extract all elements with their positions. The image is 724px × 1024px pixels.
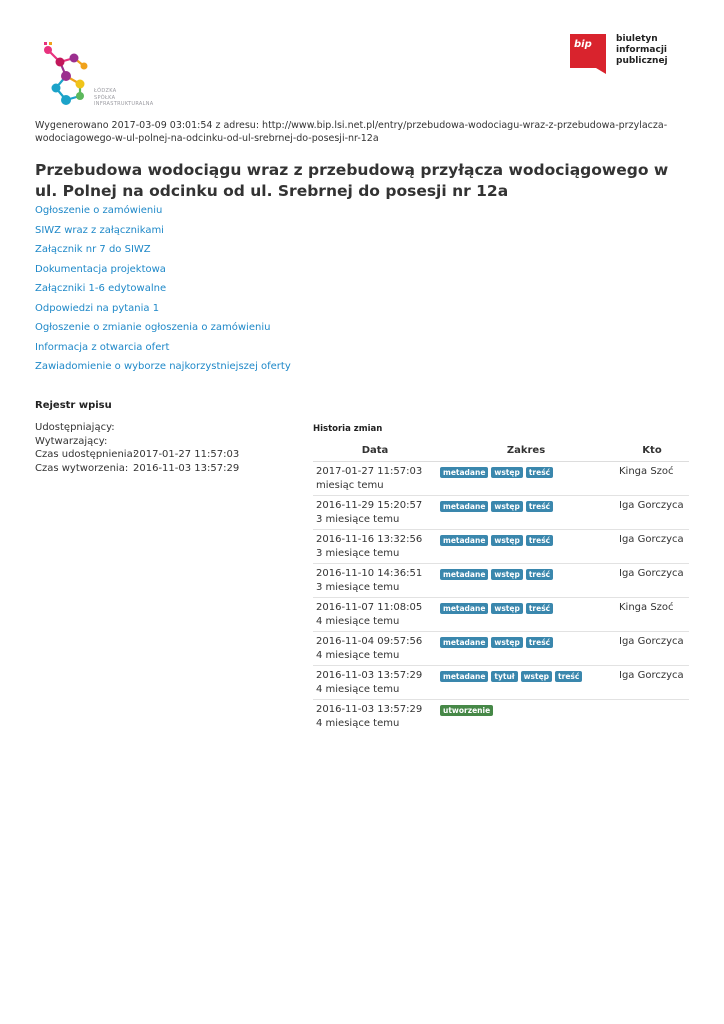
scope-badge: metadane xyxy=(440,501,488,512)
scope-badge: metadane xyxy=(440,569,488,580)
registry-label: Udostępniający: xyxy=(35,422,115,433)
scope-badge: treść xyxy=(555,671,582,682)
lsi-logo-mark-icon xyxy=(40,40,94,112)
history-ago: 3 miesiące temu xyxy=(316,547,400,559)
registry-label: Czas udostępnienia: xyxy=(35,449,137,460)
history-date: 2016-11-03 13:57:29 xyxy=(316,670,423,681)
scope-badge: treść xyxy=(526,637,553,648)
table-row xyxy=(313,496,689,530)
scope-badge: treść xyxy=(526,501,553,512)
registry-row xyxy=(35,421,239,435)
link-dokumentacja[interactable]: Dokumentacja projektowa xyxy=(35,263,166,275)
history-date-cell xyxy=(313,462,437,496)
history-date-cell xyxy=(313,632,437,666)
history-date: 2016-11-07 11:08:05 xyxy=(316,602,423,613)
history-ago: 4 miesiące temu xyxy=(316,683,400,695)
list-item xyxy=(35,260,291,280)
scope-badge: wstęp xyxy=(491,637,522,648)
scope-badge: wstęp xyxy=(491,603,522,614)
history-date-cell xyxy=(313,530,437,564)
scope-badge: wstęp xyxy=(491,501,522,512)
registry-row xyxy=(35,462,239,476)
generated-info: Wygenerowano 2017-03-09 03:01:54 z adresu: http://www.bip.lsi.net.pl/entry/przebudowa-wodociagu-wraz-z-przebudowa-przylacza-wodociagowego-w-ul-polnej-na-odcinku-od-ul-srebrnej-do-posesji-nr-12a xyxy=(35,120,668,144)
history-date: 2017-01-27 11:57:03 xyxy=(316,466,423,477)
lsi-logo xyxy=(40,40,170,112)
scope-badge: metadane xyxy=(440,535,488,546)
column-header-date: Data xyxy=(313,440,437,462)
registry-heading: Rejestr wpisu xyxy=(35,400,112,411)
scope-badge: wstęp xyxy=(491,467,522,478)
history-date: 2016-11-10 14:36:51 xyxy=(316,568,423,579)
history-who: Iga Gorczyca xyxy=(615,632,689,666)
bip-word: bip xyxy=(574,39,592,50)
list-item xyxy=(35,279,291,299)
scope-badge: treść xyxy=(526,603,553,614)
history-scope-cell xyxy=(437,462,615,496)
list-item xyxy=(35,201,291,221)
scope-badge: metadane xyxy=(440,671,488,682)
scope-badge: wstęp xyxy=(491,569,522,580)
history-heading: Historia zmian xyxy=(313,424,383,434)
history-scope-cell xyxy=(437,632,615,666)
list-item xyxy=(35,299,291,319)
link-otwarcie-ofert[interactable]: Informacja z otwarcia ofert xyxy=(35,341,170,353)
registry xyxy=(35,421,239,475)
list-item xyxy=(35,357,291,377)
registry-row xyxy=(35,435,239,449)
history-body xyxy=(313,462,689,734)
link-zalaczniki-1-6[interactable]: Załączniki 1-6 edytowalne xyxy=(35,283,167,294)
link-ogloszenie[interactable]: Ogłoszenie o zamówieniu xyxy=(35,205,163,216)
scope-badge: utworzenie xyxy=(440,705,493,716)
list-item xyxy=(35,338,291,358)
registry-value: 2017-01-27 11:57:03 xyxy=(133,449,240,460)
history-who xyxy=(615,700,689,734)
scope-badge: wstęp xyxy=(491,535,522,546)
history-scope-cell xyxy=(437,700,615,734)
page-title: Przebudowa wodociągu wraz z przebudową przyłącza wodociągowego w ul. Polnej na odcinku od ul. Srebrnej do posesji nr 12a xyxy=(35,161,669,200)
history-date-cell xyxy=(313,666,437,700)
link-zmiana-ogloszenia[interactable]: Ogłoszenie o zmianie ogłoszenia o zamówieniu xyxy=(35,322,271,333)
scope-badge: treść xyxy=(526,535,553,546)
history-ago: 3 miesiące temu xyxy=(316,581,400,593)
column-header-who: Kto xyxy=(615,440,689,462)
registry-label: Czas wytworzenia: xyxy=(35,462,129,474)
scope-badge: tytuł xyxy=(491,671,517,682)
list-item xyxy=(35,240,291,260)
bip-logo xyxy=(570,34,695,78)
history-date: 2016-11-03 13:57:29 xyxy=(316,704,423,715)
history-ago: 3 miesiące temu xyxy=(316,513,400,525)
scope-badge: metadane xyxy=(440,637,488,648)
table-row xyxy=(313,632,689,666)
history-date-cell xyxy=(313,598,437,632)
table-row xyxy=(313,564,689,598)
history-date: 2016-11-29 15:20:57 xyxy=(316,500,423,511)
history-date: 2016-11-04 09:57:56 xyxy=(316,636,423,647)
history-ago: 4 miesiące temu xyxy=(316,615,400,627)
history-date-cell xyxy=(313,564,437,598)
history-scope-cell xyxy=(437,564,615,598)
bip-caption: biuletyn informacji publicznej xyxy=(616,34,668,66)
registry-row xyxy=(35,448,239,462)
link-odpowiedzi[interactable]: Odpowiedzi na pytania 1 xyxy=(35,302,160,314)
list-item xyxy=(35,318,291,338)
history-date-cell xyxy=(313,496,437,530)
history-date: 2016-11-16 13:32:56 xyxy=(316,534,423,545)
lsi-logo-text: ŁÓDZKA SPÓŁKA INFRASTRUKTURALNA xyxy=(94,88,154,107)
table-row xyxy=(313,530,689,564)
history-header-row xyxy=(313,440,689,462)
history-who: Iga Gorczyca xyxy=(615,496,689,530)
column-header-scope: Zakres xyxy=(437,440,615,462)
registry-value: 2016-11-03 13:57:29 xyxy=(133,462,240,474)
scope-badge: metadane xyxy=(440,603,488,614)
scope-badge: treść xyxy=(526,569,553,580)
link-siwz[interactable]: SIWZ wraz z załącznikami xyxy=(35,224,164,236)
history-who: Iga Gorczyca xyxy=(615,666,689,700)
registry-label: Wytwarzający: xyxy=(35,435,108,447)
history-scope-cell xyxy=(437,598,615,632)
history-who: Kinga Szoć xyxy=(615,462,689,496)
table-row xyxy=(313,598,689,632)
history-table xyxy=(313,440,689,733)
history-ago: 4 miesiące temu xyxy=(316,649,400,661)
table-row xyxy=(313,666,689,700)
history-who: Kinga Szoć xyxy=(615,598,689,632)
history-scope-cell xyxy=(437,530,615,564)
table-row xyxy=(313,462,689,496)
scope-badge: wstęp xyxy=(521,671,552,682)
history-date-cell xyxy=(313,700,437,734)
list-item xyxy=(35,221,291,241)
history-ago: miesiąc temu xyxy=(316,479,384,491)
table-row xyxy=(313,700,689,734)
link-wybor-oferty[interactable]: Zawiadomienie o wyborze najkorzystniejszej oferty xyxy=(35,361,291,372)
history-who: Iga Gorczyca xyxy=(615,564,689,598)
history-ago: 4 miesiące temu xyxy=(316,717,400,729)
scope-badge: treść xyxy=(526,467,553,478)
scope-badge: metadane xyxy=(440,467,488,478)
history-who: Iga Gorczyca xyxy=(615,530,689,564)
link-zalacznik-7[interactable]: Załącznik nr 7 do SIWZ xyxy=(35,244,151,255)
attachment-links xyxy=(35,201,291,377)
history-scope-cell xyxy=(437,496,615,530)
history-scope-cell xyxy=(437,666,615,700)
